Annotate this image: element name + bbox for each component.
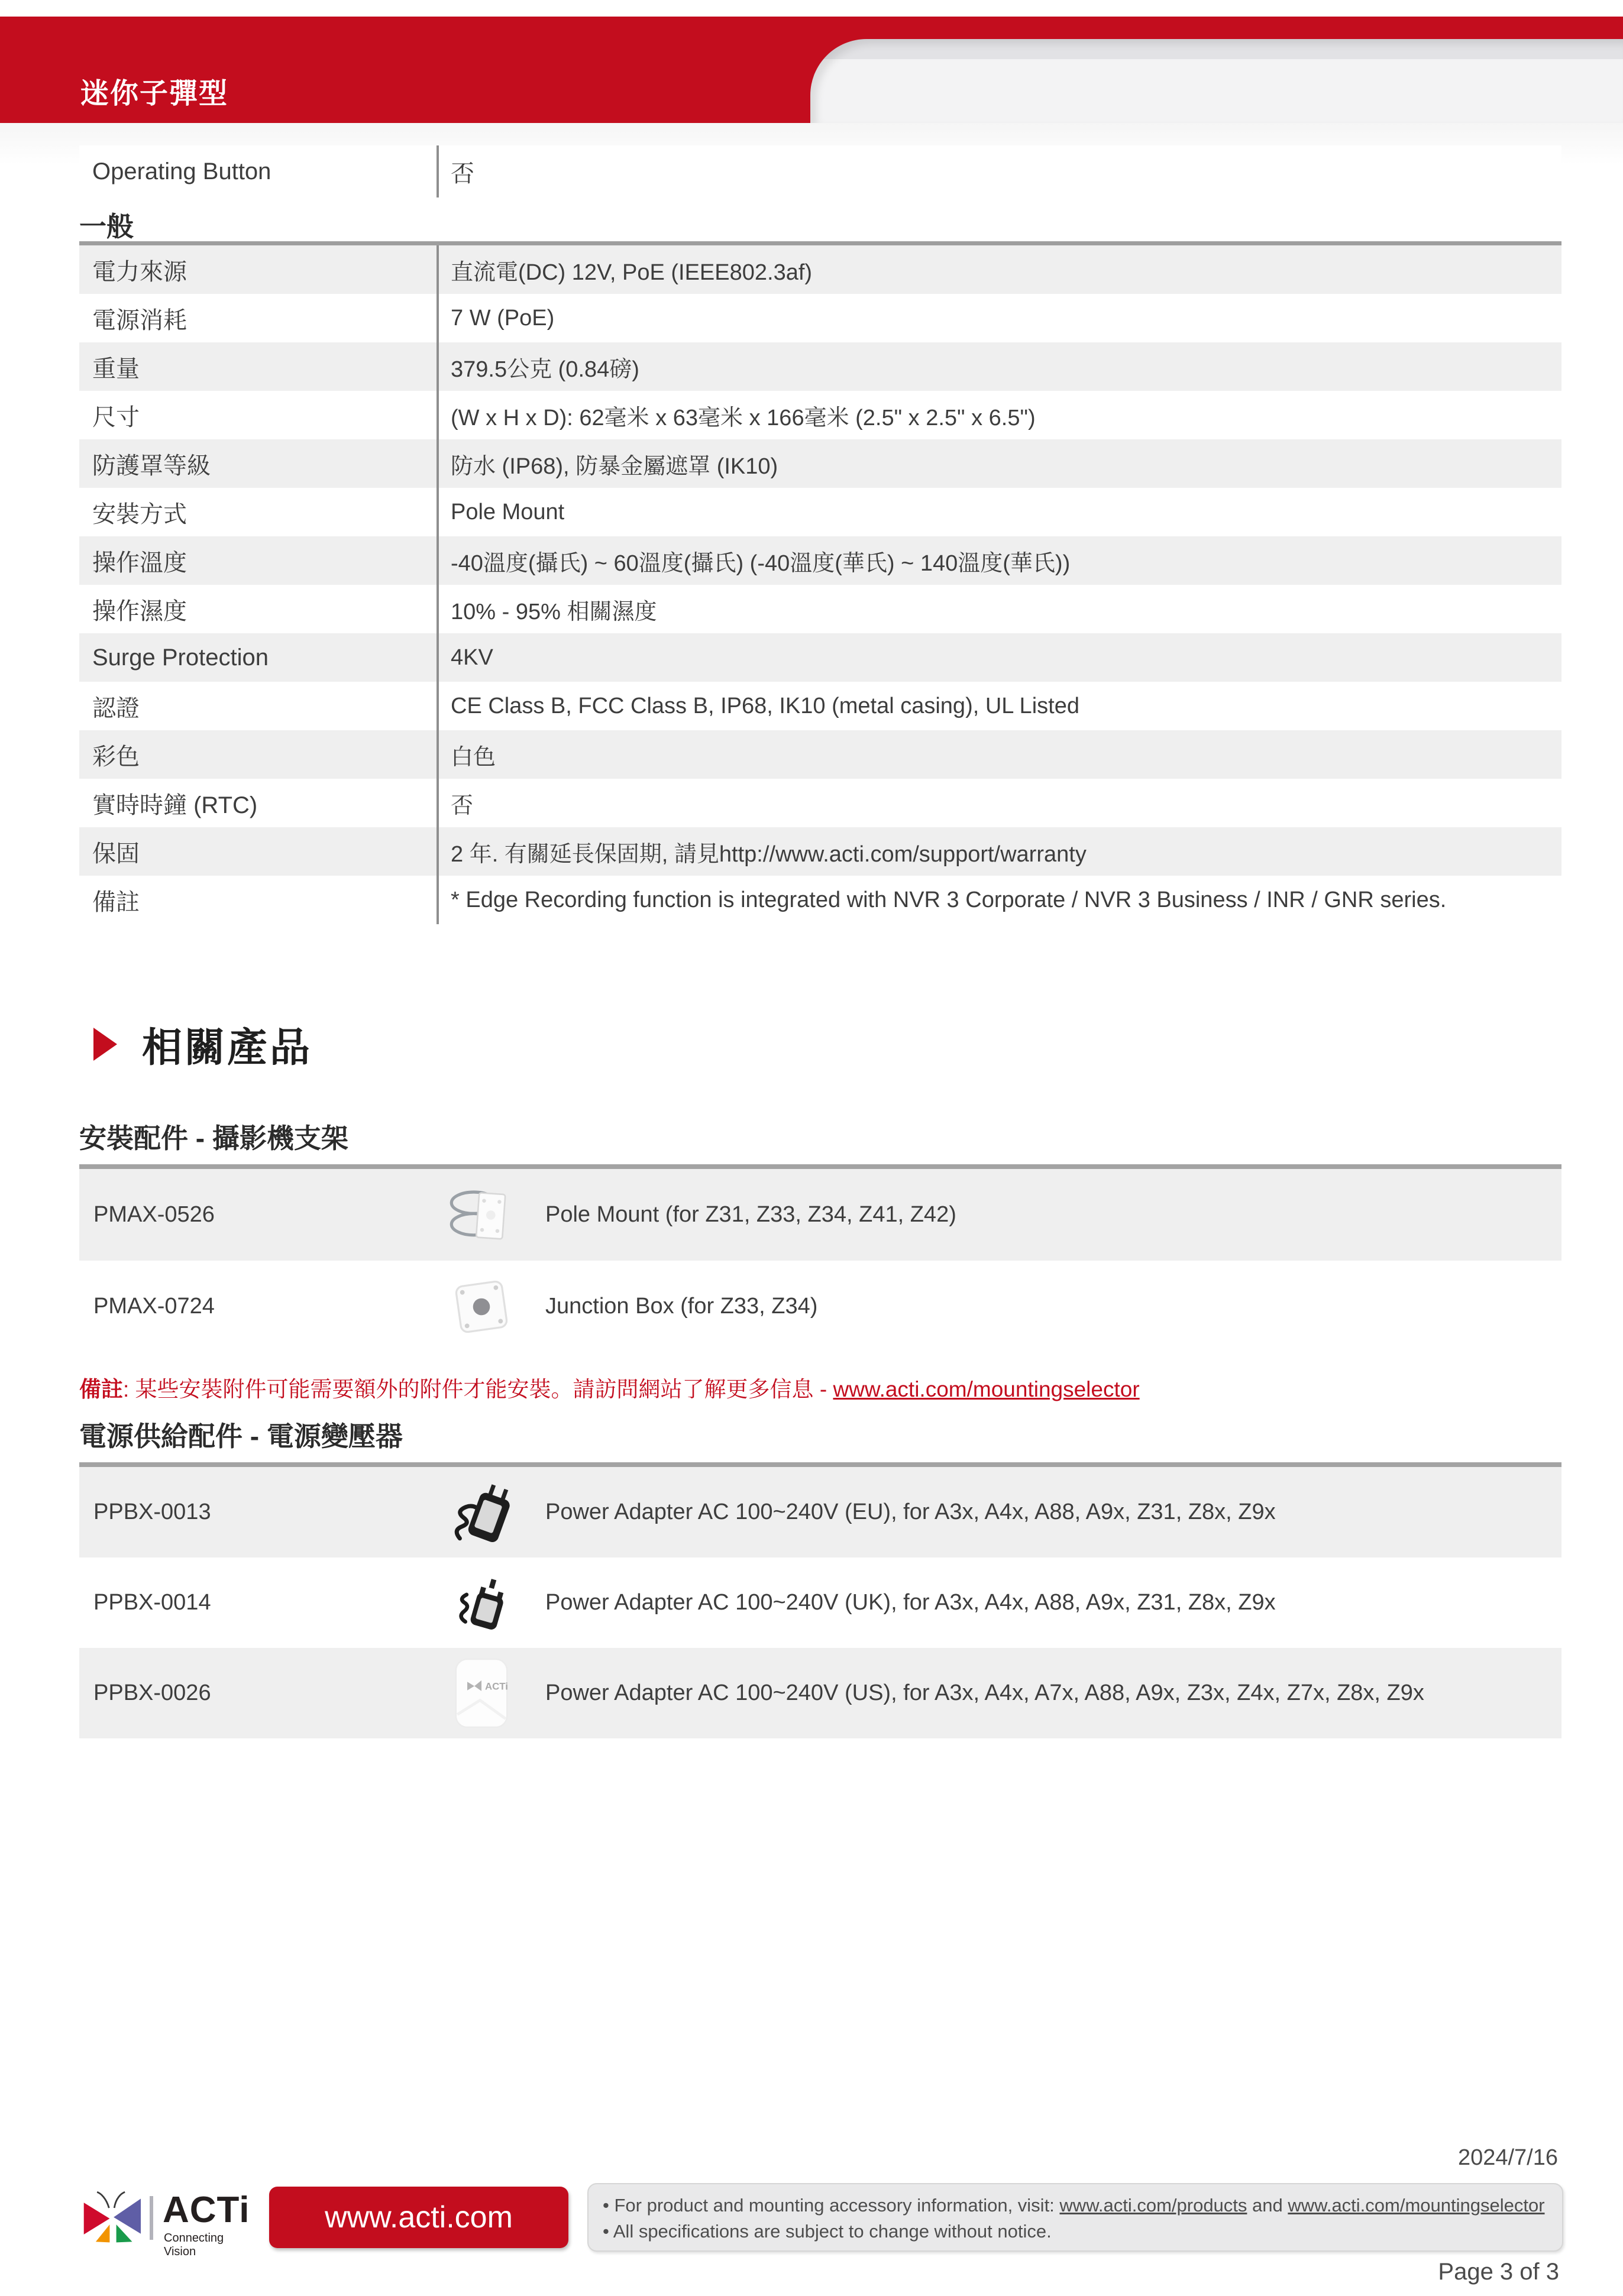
spec-value: 直流電(DC) 12V, PoE (IEEE802.3af) xyxy=(437,245,1561,294)
acti-butterfly-icon xyxy=(80,2185,146,2252)
general-section-heading: 一般 xyxy=(79,211,134,242)
junction-box-icon xyxy=(428,1268,535,1345)
spec-label: Surge Protection xyxy=(92,644,269,671)
spec-value: 379.5公克 (0.84磅) xyxy=(437,342,1561,391)
spec-label: 備註 xyxy=(92,889,140,915)
accessory-description: Junction Box (for Z33, Z34) xyxy=(545,1294,818,1319)
footer-bar xyxy=(80,2183,1564,2258)
accessory-model: PPBX-0026 xyxy=(93,1680,211,1705)
spec-value: 防水 (IP68), 防暴金屬遮罩 (IK10) xyxy=(437,439,1561,488)
power-adapter-eu-icon xyxy=(428,1474,535,1551)
website-button[interactable]: www.acti.com xyxy=(269,2187,568,2248)
accessory-description: Power Adapter AC 100~240V (US), for A3x, A4x, A7x, A88, A9x, Z3x, Z4x, Z7x, Z8x, Z9x xyxy=(545,1680,1424,1705)
spec-value: * Edge Recording function is integrated with NVR 3 Corporate / NVR 3 Business / INR / GNR series. xyxy=(437,876,1561,924)
related-products-header xyxy=(79,1022,1561,1070)
spec-value: Pole Mount xyxy=(437,488,1561,536)
footer-notes-box xyxy=(587,2183,1563,2252)
table-row xyxy=(79,585,1561,633)
spec-value: 否 xyxy=(437,145,1561,197)
footer-note-1-text: • For product and mounting accessory information, visit: xyxy=(603,2195,1060,2216)
document-date: 2024/7/16 xyxy=(1457,2145,1558,2170)
spec-label: 安裝方式 xyxy=(92,501,187,527)
red-triangle-icon xyxy=(92,1026,118,1062)
table-row xyxy=(79,342,1561,391)
footer-note-2: • All specifications are subject to change without notice. xyxy=(603,2221,1052,2242)
note-label: 備註 xyxy=(79,1377,123,1401)
pole-mount-icon xyxy=(428,1177,535,1254)
table-row xyxy=(79,827,1561,876)
table-row xyxy=(79,876,1561,924)
spec-label: 電力來源 xyxy=(92,258,187,285)
spec-value: 否 xyxy=(437,779,1561,827)
accessory-model: PPBX-0014 xyxy=(93,1590,211,1615)
power-adapter-us-box-icon xyxy=(428,1653,535,1733)
table-row xyxy=(79,536,1561,585)
general-spec-table xyxy=(79,241,1561,924)
spec-value: 2 年. 有關延長保固期, 請見http://www.acti.com/support/warranty xyxy=(437,827,1561,876)
logo-tagline: Connecting Vision xyxy=(164,2232,224,2258)
table-row xyxy=(79,1261,1561,1352)
table-row xyxy=(79,730,1561,779)
table-row xyxy=(79,633,1561,682)
power-accessories-heading: 電源供給配件 - 電源變壓器 xyxy=(79,1415,1561,1467)
spec-label: 彩色 xyxy=(92,743,140,770)
spec-value: (W x H x D): 62毫米 x 63毫米 x 166毫米 (2.5" x 2.5" x 6.5") xyxy=(437,391,1561,439)
table-row xyxy=(79,391,1561,439)
related-products-title: 相關產品 xyxy=(142,1025,313,1070)
accessory-model: PPBX-0013 xyxy=(93,1500,211,1524)
logo-wordmark: ACTi xyxy=(163,2190,250,2230)
spec-value: 10% - 95% 相關濕度 xyxy=(437,585,1561,633)
mount-accessories-table xyxy=(79,1169,1561,1352)
power-accessories-table xyxy=(79,1467,1561,1738)
mounting-selector-link[interactable]: www.acti.com/mountingselector xyxy=(833,1377,1140,1401)
note-text: : 某些安裝附件可能需要額外的附件才能安裝。請訪問網站了解更多信息 - xyxy=(123,1377,833,1401)
main-content xyxy=(79,123,1561,1738)
table-row xyxy=(79,1169,1561,1261)
table-row xyxy=(79,439,1561,488)
spec-label: Operating Button xyxy=(92,158,271,184)
spec-label: 認證 xyxy=(92,695,140,721)
table-row xyxy=(79,682,1561,730)
accessory-description: Power Adapter AC 100~240V (UK), for A3x, A4x, A88, A9x, Z31, Z8x, Z9x xyxy=(545,1590,1276,1615)
spec-label: 電源消耗 xyxy=(92,307,187,333)
footer-note-1 xyxy=(603,2193,1562,2219)
mount-accessories-heading: 安裝配件 - 攝影機支架 xyxy=(79,1117,1561,1169)
products-link[interactable]: www.acti.com/products xyxy=(1059,2195,1247,2216)
spec-value: 4KV xyxy=(437,633,1561,682)
table-row xyxy=(79,1557,1561,1648)
spec-label: 操作溫度 xyxy=(92,549,187,576)
spec-label: 操作濕度 xyxy=(92,598,187,624)
acti-logo xyxy=(80,2185,257,2258)
header-curved-panel xyxy=(810,39,1623,123)
spec-value: 7 W (PoE) xyxy=(437,294,1561,342)
spec-row-operating-button xyxy=(79,145,1561,197)
page-title: 迷你子彈型 xyxy=(80,78,229,109)
accessory-description: Power Adapter AC 100~240V (EU), for A3x, A4x, A88, A9x, Z31, Z8x, Z9x xyxy=(545,1500,1276,1524)
spec-label: 實時時鐘 (RTC) xyxy=(92,792,258,818)
mount-accessories-note xyxy=(79,1376,1561,1403)
page-header xyxy=(0,17,1623,123)
spec-value: -40溫度(攝氏) ~ 60溫度(攝氏) (-40溫度(華氏) ~ 140溫度(華氏)) xyxy=(437,536,1561,585)
power-adapter-uk-icon xyxy=(428,1568,535,1638)
table-row xyxy=(79,1648,1561,1738)
table-row xyxy=(79,294,1561,342)
mountingselector-link[interactable]: www.acti.com/mountingselector xyxy=(1288,2195,1545,2216)
table-row xyxy=(79,245,1561,294)
spec-label: 尺寸 xyxy=(92,404,140,430)
table-row xyxy=(79,779,1561,827)
page-number: Page 3 of 3 xyxy=(1438,2259,1559,2285)
logo-divider xyxy=(150,2196,153,2240)
spec-label: 保固 xyxy=(92,840,140,867)
accessory-description: Pole Mount (for Z31, Z33, Z34, Z41, Z42) xyxy=(545,1202,956,1227)
accessory-model: PMAX-0526 xyxy=(93,1202,215,1227)
footer-note-1-and: and xyxy=(1247,2195,1288,2216)
accessory-model: PMAX-0724 xyxy=(93,1294,215,1319)
table-row xyxy=(79,488,1561,536)
table-row xyxy=(79,1467,1561,1557)
svg-text:ACTi: ACTi xyxy=(485,1680,508,1692)
spec-label: 防護罩等級 xyxy=(92,452,211,479)
spec-value: CE Class B, FCC Class B, IP68, IK10 (metal casing), UL Listed xyxy=(437,682,1561,730)
spec-value: 白色 xyxy=(437,730,1561,779)
spec-label: 重量 xyxy=(92,355,140,382)
